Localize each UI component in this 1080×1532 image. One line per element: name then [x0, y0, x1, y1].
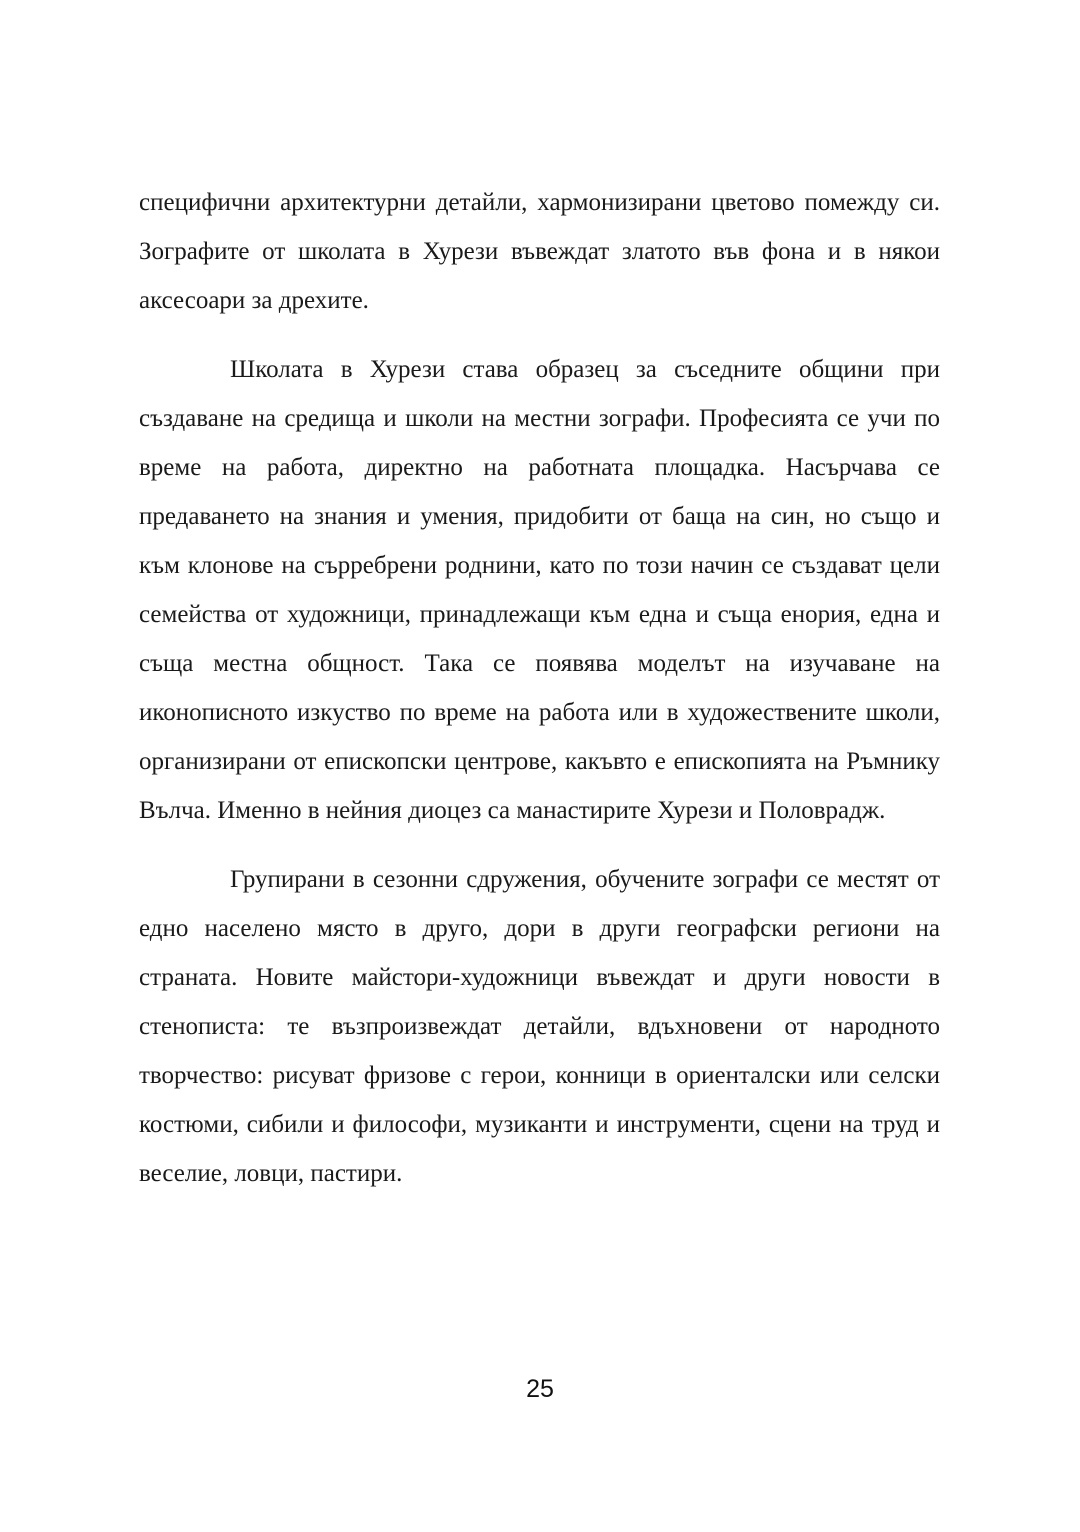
page-number: 25 [526, 1375, 554, 1403]
body-text [139, 178, 940, 1198]
paragraph-continuation: специфични архитектурни детайли, хармонизирани цветово помежду си. Зографите от школата в Хурези въвеждат златото във фона и в някои аксесоари за дрехите. [139, 189, 940, 314]
paragraph-hurezi-school: Школата в Хурези става образец за съседните общини при създаване на средища и школи на местни зографи. Професията се учи по време на работа, директно на работната площадка. Насърчава се предаването на знания и умения, придобити от баща на син, но също и към клонове на сърребрени роднини, като по този начин се създават цели семейства от художници, принадлежащи към една и съща енория, една и съща местна общност. Така се появява моделът на изучаване на иконописното изкуство по време на работа или в художествените школи, организирани от епископски центрове, какъвто е епископията на Ръмнику Вълча. Именно в нейния диоцез са манастирите Хурези и Половрадж. [139, 356, 940, 824]
paragraph-seasonal-groups: Групирани в сезонни сдружения, обучените зографи се местят от едно населено място в друго, дори в други географски региони на страната. Новите майстори-художници въвеждат и други новости в стенописта: те възпроизвеждат детайли, вдъхновени от народното творчество: рисуват фризове с герои, конници в ориенталски или селски костюми, сибили и философи, музиканти и инструменти, сцени на труд и веселие, ловци, пастири. [139, 866, 940, 1187]
